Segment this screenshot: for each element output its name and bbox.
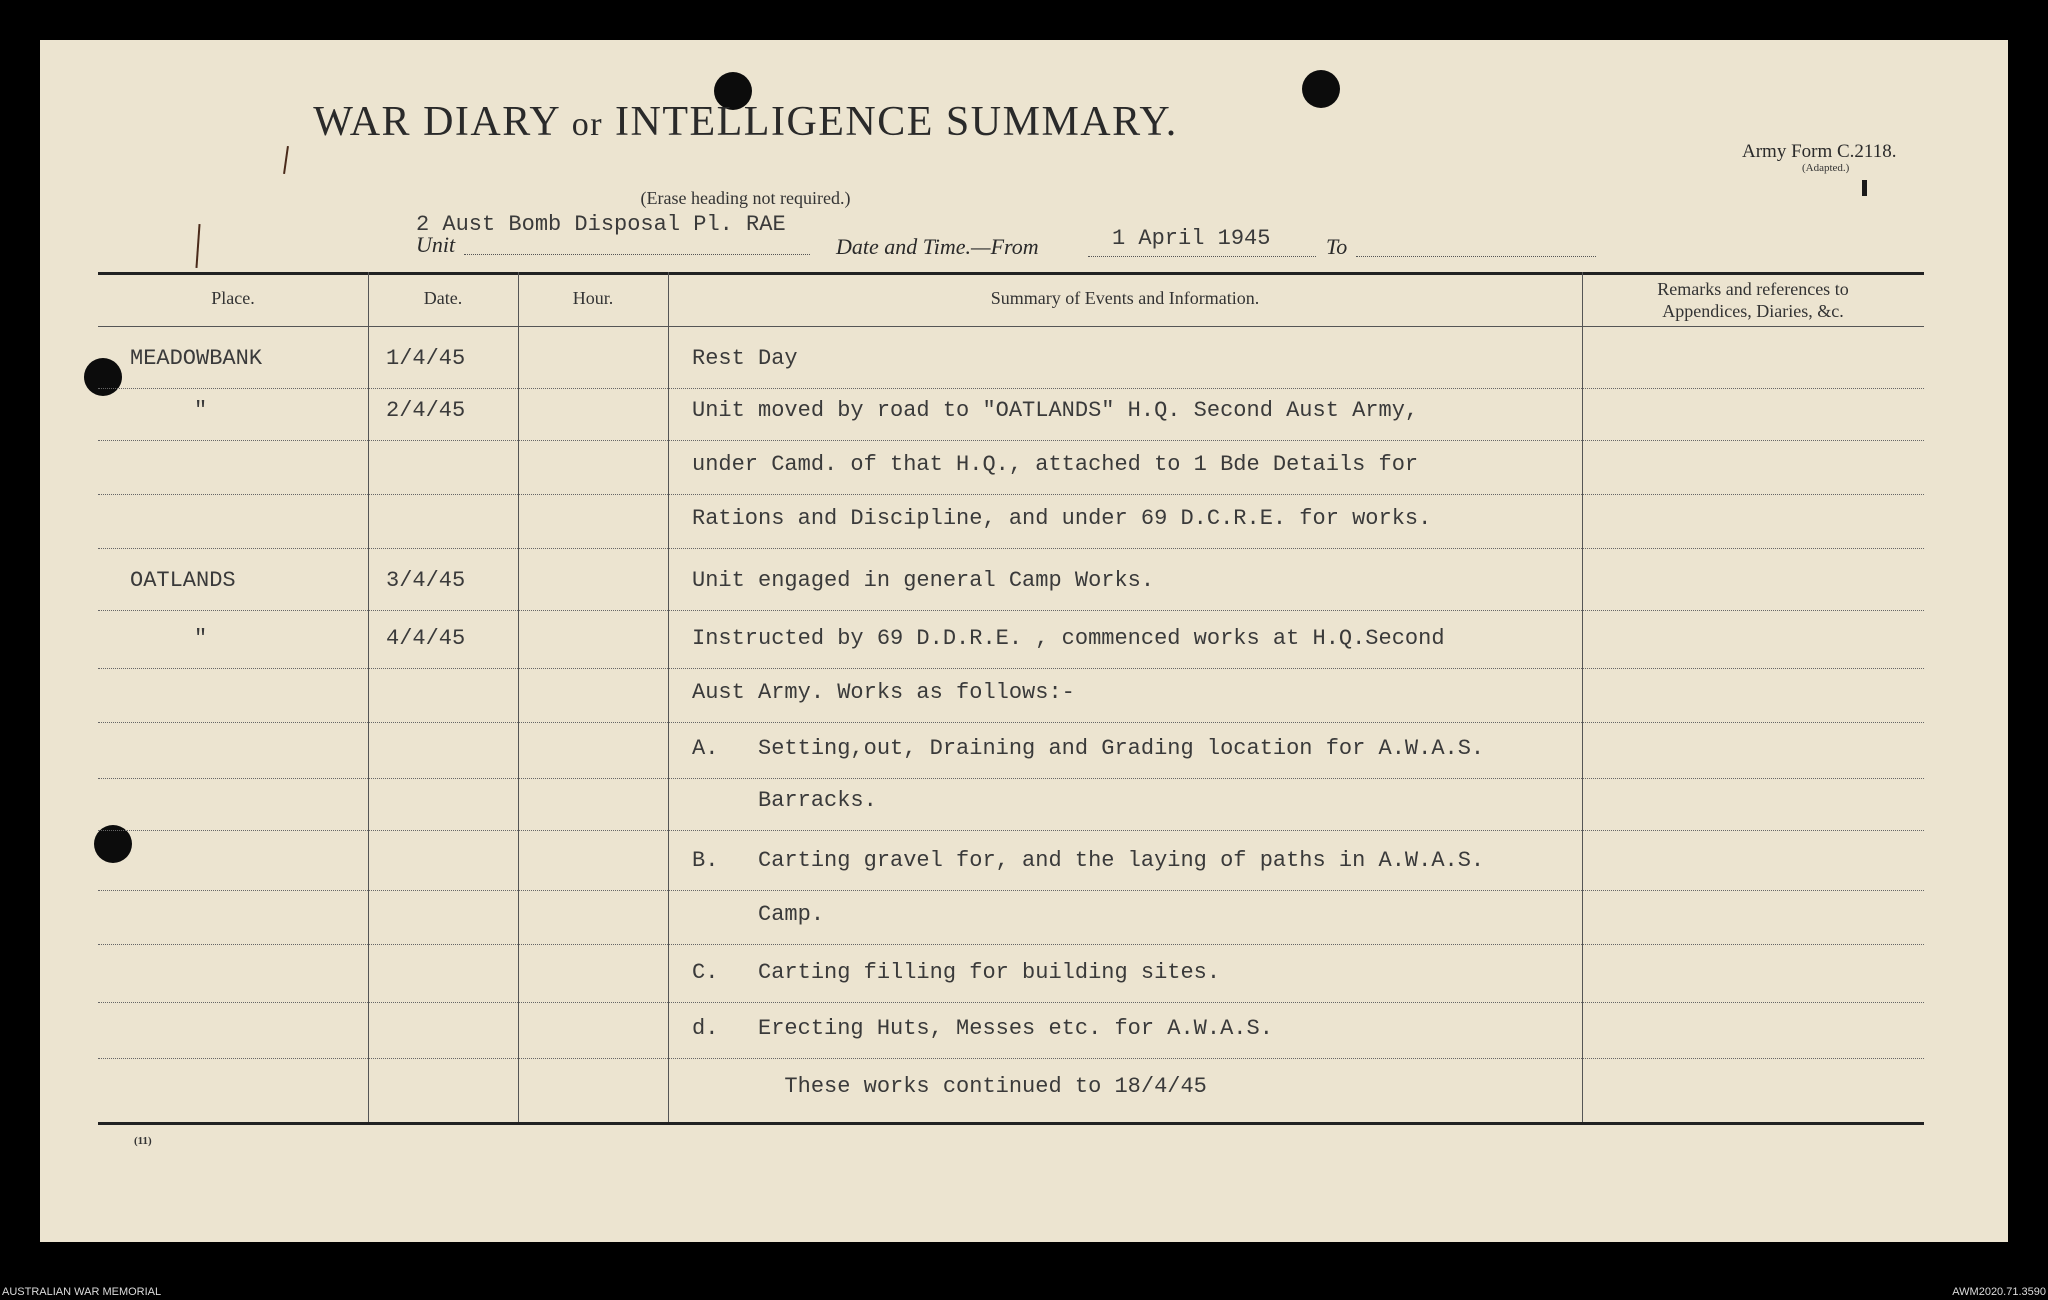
- page-title: WAR DIARY or INTELLIGENCE SUMMARY.: [313, 99, 1178, 145]
- row-summary: Instructed by 69 D.D.R.E. , commenced works at H.Q.Second: [692, 626, 1445, 651]
- row-date: 3/4/45: [386, 568, 466, 593]
- row-summary: under Camd. of that H.Q., attached to 1 Bde Details for: [692, 452, 1419, 477]
- row-summary: Rest Day: [692, 346, 798, 371]
- column-header-date: Date.: [423, 288, 463, 308]
- unit-value: 2 Aust Bomb Disposal Pl. RAE: [416, 212, 786, 237]
- row-place: ": [194, 398, 208, 423]
- row-rule: [98, 830, 1924, 831]
- row-place: OATLANDS: [130, 568, 236, 593]
- form-reference: Army Form C.2118.: [1742, 141, 1897, 162]
- row-summary: A. Setting,out, Draining and Grading location for A.W.A.S.: [692, 736, 1485, 761]
- table-header-rule: [98, 326, 1924, 327]
- row-rule: [98, 494, 1924, 495]
- unit-field-line: [464, 254, 810, 255]
- date-label: Date and Time.—From: [836, 234, 1039, 259]
- row-summary: Aust Army. Works as follows:-: [692, 680, 1075, 705]
- row-summary: B. Carting gravel for, and the laying of paths in A.W.A.S.: [692, 848, 1485, 873]
- row-rule: [98, 440, 1924, 441]
- column-header-hour: Hour.: [572, 288, 614, 308]
- row-summary: Unit moved by road to "OATLANDS" H.Q. Second Aust Army,: [692, 398, 1419, 423]
- date-value: 1 April 1945: [1112, 226, 1271, 251]
- row-summary: These works continued to 18/4/45: [692, 1074, 1207, 1099]
- row-summary: d. Erecting Huts, Messes etc. for A.W.A.S.: [692, 1016, 1273, 1041]
- column-header-place: Place.: [211, 288, 255, 308]
- row-summary: Camp.: [692, 902, 825, 927]
- table-top-rule: [98, 272, 1924, 275]
- archive-credit: AUSTRALIAN WAR MEMORIAL: [2, 1286, 162, 1298]
- row-summary: Rations and Discipline, and under 69 D.C.R.E. for works.: [692, 506, 1432, 531]
- column-divider: [668, 272, 669, 1122]
- row-rule: [98, 610, 1924, 611]
- column-divider: [368, 272, 369, 1122]
- column-header-remarks-line: Remarks and references to: [1657, 279, 1849, 299]
- row-rule: [98, 778, 1924, 779]
- archive-reference: AWM2020.71.3590: [1952, 1286, 2046, 1298]
- row-rule: [98, 1058, 1924, 1059]
- to-field-line: [1356, 256, 1596, 257]
- row-rule: [98, 388, 1924, 389]
- row-date: 4/4/45: [386, 626, 466, 651]
- row-rule: [98, 668, 1924, 669]
- pin-mark: [1862, 180, 1867, 196]
- page-subtitle: (Erase heading not required.): [640, 188, 851, 208]
- form-number: (11): [134, 1135, 152, 1147]
- column-header-summary: Summary of Events and Information.: [990, 288, 1260, 308]
- row-place: MEADOWBANK: [130, 346, 263, 371]
- row-place: ": [194, 626, 208, 651]
- row-summary: C. Carting filling for building sites.: [692, 960, 1221, 985]
- row-rule: [98, 890, 1924, 891]
- column-header-remarks: [1582, 278, 1924, 322]
- date-field-line: [1088, 256, 1316, 257]
- row-rule: [98, 944, 1924, 945]
- form-adapted-note: (Adapted.): [1802, 162, 1850, 174]
- column-divider: [518, 272, 519, 1122]
- row-summary: Unit engaged in general Camp Works.: [692, 568, 1155, 593]
- row-rule: [98, 1002, 1924, 1003]
- table-bottom-rule: [98, 1122, 1924, 1125]
- punch-hole-left-upper: [84, 358, 122, 396]
- row-rule: [98, 548, 1924, 549]
- row-rule: [98, 722, 1924, 723]
- row-summary: Barracks.: [692, 788, 877, 813]
- row-date: 2/4/45: [386, 398, 466, 423]
- to-label: To: [1326, 234, 1348, 259]
- column-header-remarks-line: Appendices, Diaries, &c.: [1662, 301, 1844, 321]
- row-date: 1/4/45: [386, 346, 466, 371]
- column-divider: [1582, 272, 1583, 1122]
- unit-label: Unit: [416, 232, 456, 257]
